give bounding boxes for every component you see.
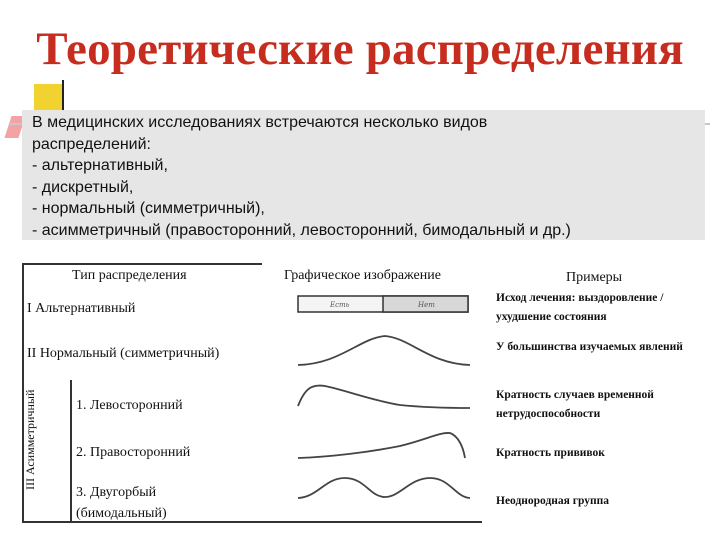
page-title: Теоретические распределения [36, 23, 684, 75]
intro-line: - нормальный (симметричный), [32, 200, 265, 217]
intro-line: - дискретный, [32, 178, 134, 196]
example-left: Кратность случаев временной нетрудоспособности [496, 389, 654, 420]
bar-label-yes: Есть [330, 301, 350, 309]
right-skew-curve [298, 433, 465, 458]
row-label-normal: II Нормальный (симметричный) [27, 346, 220, 361]
bar-label-no: Нет [418, 301, 435, 309]
intro-line: - альтернативный, [32, 157, 168, 174]
bimodal-curve [298, 478, 470, 498]
row-label-bimodal: 3. Двугорбый (бимодальный) [76, 485, 167, 521]
normal-curve [298, 336, 470, 365]
alternative-bar-graph [298, 296, 468, 312]
example-normal: У большинства изучаемых явлений [496, 341, 683, 353]
example-bimodal: Неоднородная группа [496, 495, 609, 507]
header-graph: Графическое изображение [284, 268, 441, 283]
row-label-alternative: I Альтернативный [27, 301, 136, 316]
left-skew-curve [298, 386, 470, 408]
intro-line: распределений: [32, 135, 151, 153]
example-right: Кратность прививок [496, 447, 605, 459]
intro-line: - асимметричный (правосторонний, левосторонний, бимодальный и др.) [32, 221, 571, 239]
row-label-right: 2. Правосторонний [76, 445, 191, 460]
group-label-asymmetric: III Асимметричный [23, 389, 37, 490]
intro-line: В медицинских исследованиях встречаются несколько видов [32, 114, 488, 131]
header-examples: Примеры [566, 270, 623, 285]
row-label-left: 1. Левосторонний [76, 398, 183, 413]
header-type: Тип распределения [72, 268, 187, 283]
example-alternative: Исход лечения: выздоровление / ухудшение состояния [496, 292, 664, 323]
